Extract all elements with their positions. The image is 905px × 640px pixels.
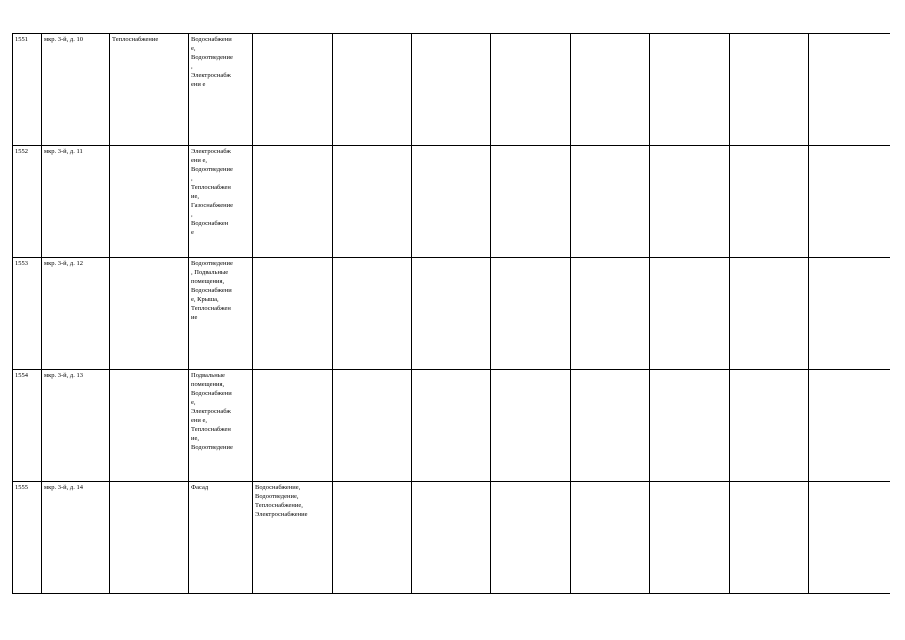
systems-cell bbox=[110, 258, 189, 370]
empty-cell bbox=[571, 34, 650, 146]
empty-cell bbox=[730, 482, 809, 594]
empty-cell bbox=[571, 146, 650, 258]
empty-cell bbox=[809, 370, 890, 482]
address-cell: мкр. 3-й, д. 14 bbox=[42, 482, 110, 594]
row-number: 1551 bbox=[13, 34, 42, 146]
empty-cell bbox=[650, 146, 730, 258]
empty-cell bbox=[571, 482, 650, 594]
empty-cell bbox=[412, 482, 491, 594]
row-number: 1554 bbox=[13, 370, 42, 482]
extra-works-cell: Водоснабжение, Водоотведение, Теплоснабжение, Электроснабжение bbox=[253, 482, 333, 594]
empty-cell bbox=[491, 370, 571, 482]
empty-cell bbox=[730, 34, 809, 146]
empty-cell bbox=[809, 146, 890, 258]
empty-cell bbox=[809, 258, 890, 370]
empty-cell bbox=[491, 482, 571, 594]
table-row bbox=[13, 370, 890, 482]
systems-cell: Теплоснабжение bbox=[110, 34, 189, 146]
works-cell: Фасад bbox=[189, 482, 253, 594]
row-number: 1555 bbox=[13, 482, 42, 594]
registry-table bbox=[12, 33, 890, 594]
empty-cell bbox=[730, 370, 809, 482]
empty-cell bbox=[491, 146, 571, 258]
address-cell: мкр. 3-й, д. 10 bbox=[42, 34, 110, 146]
empty-cell bbox=[333, 258, 412, 370]
address-cell: мкр. 3-й, д. 11 bbox=[42, 146, 110, 258]
extra-works-cell bbox=[253, 370, 333, 482]
empty-cell bbox=[412, 258, 491, 370]
empty-cell bbox=[730, 258, 809, 370]
systems-cell bbox=[110, 482, 189, 594]
empty-cell bbox=[491, 34, 571, 146]
table-row bbox=[13, 258, 890, 370]
empty-cell bbox=[571, 258, 650, 370]
empty-cell bbox=[809, 34, 890, 146]
empty-cell bbox=[333, 34, 412, 146]
empty-cell bbox=[333, 482, 412, 594]
table-row bbox=[13, 146, 890, 258]
empty-cell bbox=[412, 146, 491, 258]
empty-cell bbox=[650, 34, 730, 146]
empty-cell bbox=[333, 146, 412, 258]
works-cell: Водоснабжени е, Водоотведение , Электроснабж ени е bbox=[189, 34, 253, 146]
empty-cell bbox=[571, 370, 650, 482]
systems-cell bbox=[110, 146, 189, 258]
table-row bbox=[13, 34, 890, 146]
row-number: 1552 bbox=[13, 146, 42, 258]
extra-works-cell bbox=[253, 34, 333, 146]
table-row bbox=[13, 482, 890, 594]
empty-cell bbox=[333, 370, 412, 482]
works-cell: Электроснабж ени е, Водоотведение , Теплоснабжен ие, Газоснабжение , Водоснабжен e bbox=[189, 146, 253, 258]
row-number: 1553 bbox=[13, 258, 42, 370]
address-cell: мкр. 3-й, д. 13 bbox=[42, 370, 110, 482]
empty-cell bbox=[650, 370, 730, 482]
empty-cell bbox=[412, 370, 491, 482]
empty-cell bbox=[809, 482, 890, 594]
empty-cell bbox=[650, 258, 730, 370]
empty-cell bbox=[650, 482, 730, 594]
empty-cell bbox=[730, 146, 809, 258]
works-cell: Подвальные помещения, Водоснабжени е, Электроснабж ени е, Теплоснабжен ие, Водоотведение bbox=[189, 370, 253, 482]
works-cell: Водоотведение , Подвальные помещения, Водоснабжени е, Крыша, Теплоснабжен ие bbox=[189, 258, 253, 370]
address-cell: мкр. 3-й, д. 12 bbox=[42, 258, 110, 370]
empty-cell bbox=[412, 34, 491, 146]
extra-works-cell bbox=[253, 258, 333, 370]
empty-cell bbox=[491, 258, 571, 370]
extra-works-cell bbox=[253, 146, 333, 258]
systems-cell bbox=[110, 370, 189, 482]
